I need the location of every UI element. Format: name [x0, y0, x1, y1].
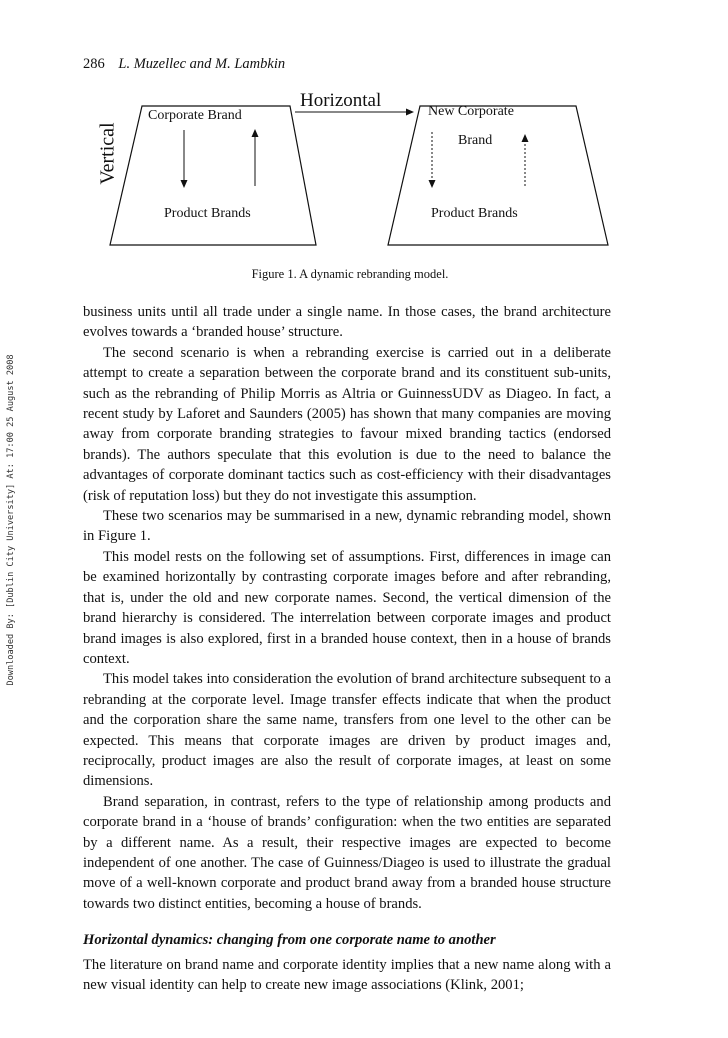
page-number: 286: [83, 56, 105, 72]
paragraph: These two scenarios may be summarised in a new, dynamic rebranding model, shown in Figure 1.: [83, 508, 611, 545]
dashed-down-arrow-icon: [429, 132, 436, 188]
left-trapezoid: [110, 106, 316, 245]
paragraph: The literature on brand name and corporate identity implies that a new name along with a new visual identity can help to create new image associations (Klink, 2001;: [83, 956, 611, 993]
paragraph: The second scenario is when a rebranding exercise is carried out in a deliberate attempt to create a separation between the corporate brand and its constituent sub-units, such as the rebranding of Philip Morris as Altria or GuinnessUDV as Diageo. In fact, a recent study by Laforet and Saunders (2005) has shown that many companies are moving away from corporate branding strategies to favour mixed branding tactics (endorsed brands). The authors speculate that this evolution is due to the need to balance the advantages of corporate dominant tactics such as cost-efficiency with their disadvantages (risk of reputation loss) but they do not investigate this assumption.: [83, 344, 611, 504]
up-arrow-icon: [252, 129, 259, 186]
new-corporate-label: New Corporate: [428, 104, 514, 119]
section-heading: Horizontal dynamics: changing from one corporate name to another: [83, 932, 496, 949]
horizontal-label: Horizontal: [300, 90, 382, 111]
vertical-label: Vertical: [96, 122, 119, 185]
dashed-up-arrow-icon: [522, 134, 529, 186]
body-text: [83, 302, 611, 995]
new-corporate-brand-label: Brand: [458, 133, 493, 148]
figure-caption: Figure 1. A dynamic rebranding model.: [251, 267, 449, 281]
running-header: [83, 56, 285, 73]
paragraph: Brand separation, in contrast, refers to the type of relationship among products and corporate brand in a ‘house of brands’ configuration: when the two entities are separated by a different name. As a result, their respective images are expected to become independent of one another. The case of Guinness/Diageo is used to illustrate the gradual move of a well-known corporate and product brand away from a branded house structure towards two distinct entities, becoming a house of brands.: [83, 793, 611, 912]
download-stamp-text: Downloaded By: [Dublin City University] At: 17:00 25 August 2008: [6, 354, 16, 686]
right-trapezoid: [388, 106, 608, 245]
figure-rebranding-model: [80, 82, 620, 282]
down-arrow-icon: [181, 130, 188, 188]
running-authors: L. Muzellec and M. Lambkin: [118, 56, 286, 72]
product-brands-right-label: Product Brands: [431, 206, 518, 221]
paragraph: This model takes into consideration the evolution of brand architecture subsequent to a rebranding at the corporate level. Image transfer effects indicate that when the product and the corporation share the same name, transfers from one level to the other can be expected. This means that corporate images are driven by product images and, reciprocally, product images are also the result of corporate images, at least on some dimensions.: [83, 671, 611, 790]
corporate-brand-label: Corporate Brand: [148, 108, 242, 123]
paragraph: business units until all trade under a single name. In those cases, the brand architecture evolves towards a ‘branded house’ structure.: [83, 304, 611, 341]
product-brands-left-label: Product Brands: [164, 206, 251, 221]
download-stamp: [4, 0, 18, 700]
paragraph: This model rests on the following set of assumptions. First, differences in image can be examined horizontally by contrasting corporate images before and after rebranding, that is, under the old and new corporate names. Second, the vertical dimension of the brand hierarchy is considered. The interrelation between corporate images and product brand images is also explored, first in a branded house context, then in a house of brands context.: [83, 548, 611, 667]
